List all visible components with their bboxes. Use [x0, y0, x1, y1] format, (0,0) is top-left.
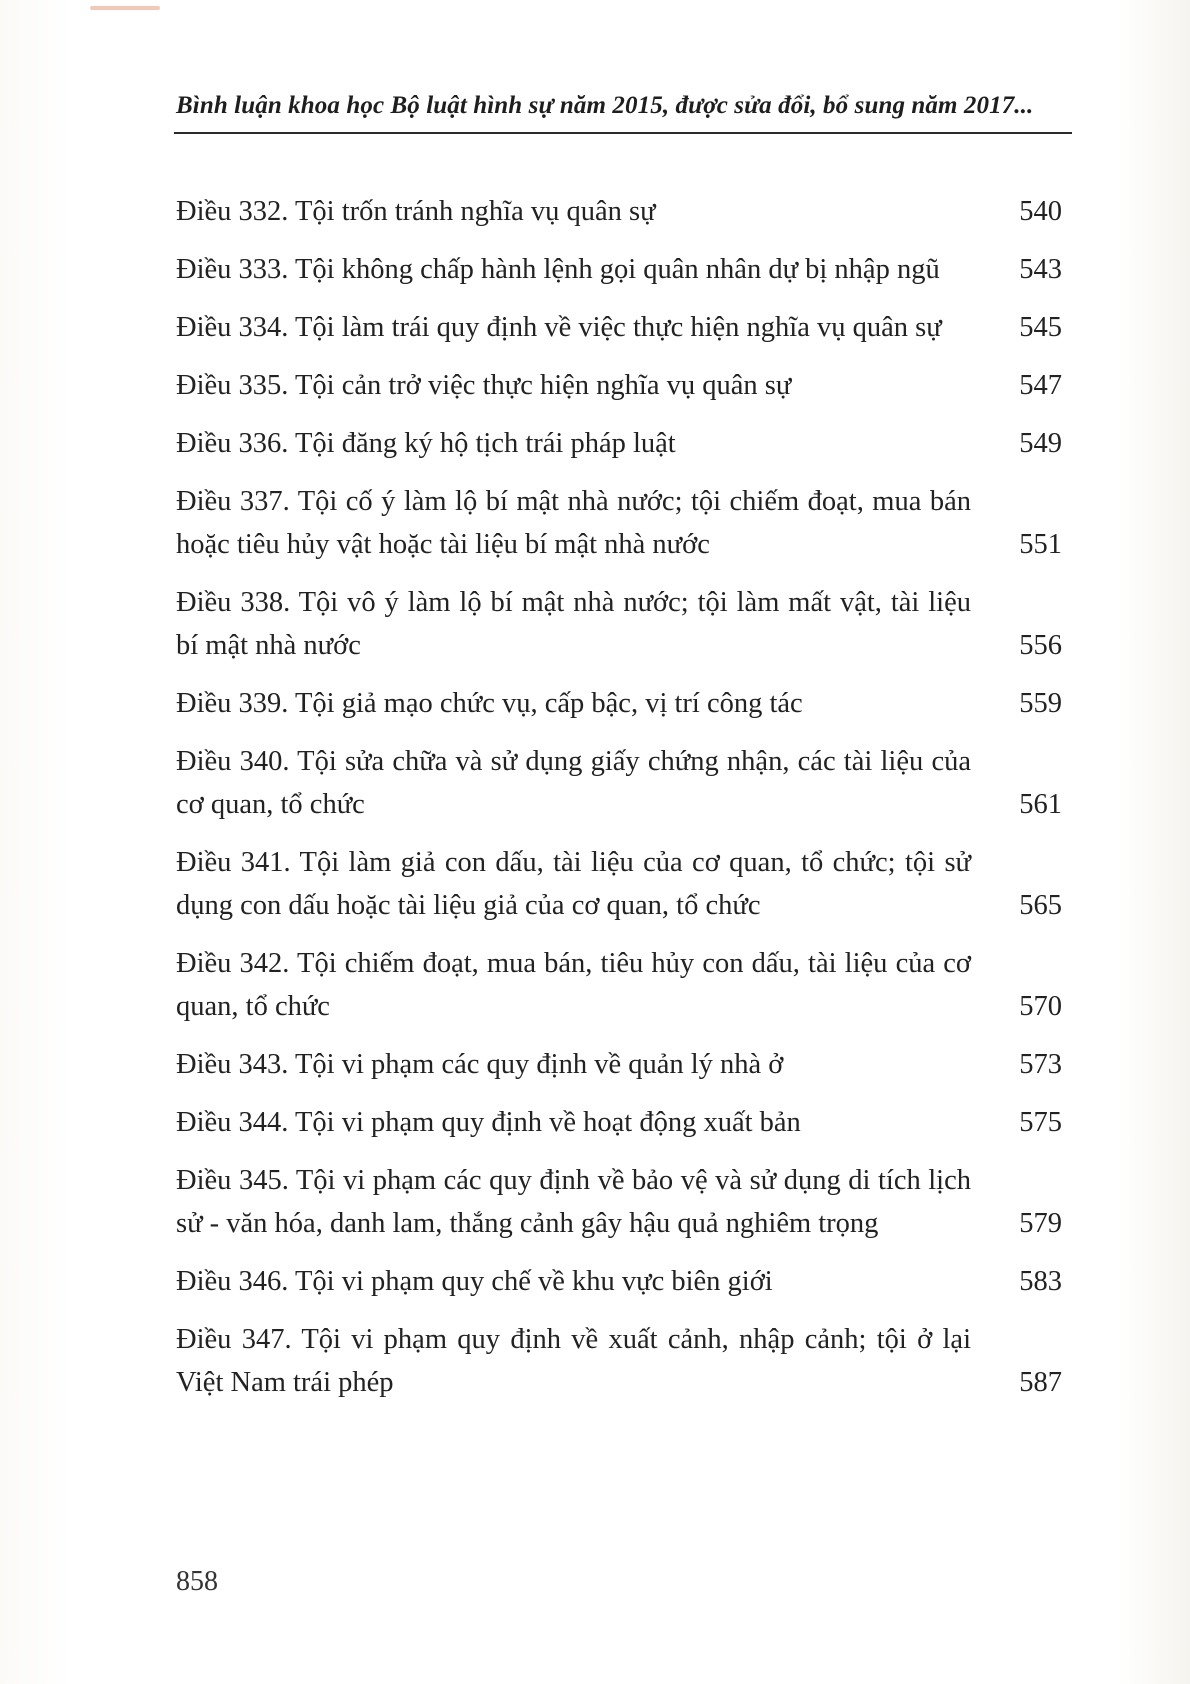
toc-entry-page-number: 540	[1019, 196, 1062, 227]
toc-entry-page-number: 545	[1019, 312, 1062, 343]
running-header: Bình luận khoa học Bộ luật hình sự năm 2015, được sửa đổi, bổ sung năm 2017...	[176, 92, 1034, 119]
page-number: 858	[176, 1566, 218, 1597]
toc-entry-page-number: 556	[1019, 630, 1062, 661]
toc-entry-page-number: 547	[1019, 370, 1062, 401]
toc-entry	[176, 841, 1068, 927]
toc-entry-page-number: 561	[1019, 789, 1062, 820]
toc-entry-title: Điều 345. Tội vi phạm các quy định về bảo vệ và sử dụng di tích lịch sử - văn hóa, danh lam, thắng cảnh gây hậu quả nghiêm trọng	[176, 1165, 971, 1239]
toc-entry-title: Điều 346. Tội vi phạm quy chế về khu vực biên giới	[176, 1266, 773, 1297]
toc-entry	[176, 942, 1068, 1028]
toc-entry-title: Điều 342. Tội chiếm đoạt, mua bán, tiêu hủy con dấu, tài liệu của cơ quan, tổ chức	[176, 948, 971, 1022]
toc-entry-title: Điều 332. Tội trốn tránh nghĩa vụ quân sự	[176, 196, 656, 227]
toc-entry-page-number: 551	[1019, 529, 1062, 560]
toc-entry-title: Điều 333. Tội không chấp hành lệnh gọi quân nhân dự bị nhập ngũ	[176, 254, 940, 285]
toc-entry-title: Điều 340. Tội sửa chữa và sử dụng giấy chứng nhận, các tài liệu của cơ quan, tổ chức	[176, 746, 971, 820]
toc-entry	[176, 1101, 1068, 1144]
toc-entry	[176, 248, 1068, 291]
toc-entry-page-number: 587	[1019, 1367, 1062, 1398]
toc-entry	[176, 1043, 1068, 1086]
toc-entry	[176, 740, 1068, 826]
toc-entry	[176, 1318, 1068, 1404]
toc-entry-title: Điều 334. Tội làm trái quy định về việc thực hiện nghĩa vụ quân sự	[176, 312, 942, 343]
toc-entry	[176, 1260, 1068, 1303]
table-of-contents	[176, 190, 1068, 1419]
toc-entry-title: Điều 336. Tội đăng ký hộ tịch trái pháp luật	[176, 428, 676, 459]
toc-entry-title: Điều 347. Tội vi phạm quy định về xuất cảnh, nhập cảnh; tội ở lại Việt Nam trái phép	[176, 1324, 971, 1398]
toc-entry	[176, 581, 1068, 667]
toc-entry-page-number: 565	[1019, 890, 1062, 921]
toc-entry-page-number: 583	[1019, 1266, 1062, 1297]
toc-entry	[176, 682, 1068, 725]
toc-entry-page-number: 575	[1019, 1107, 1062, 1138]
toc-entry-page-number: 549	[1019, 428, 1062, 459]
toc-entry	[176, 364, 1068, 407]
toc-entry-page-number: 579	[1019, 1208, 1062, 1239]
toc-entry-title: Điều 338. Tội vô ý làm lộ bí mật nhà nước; tội làm mất vật, tài liệu bí mật nhà nước	[176, 587, 971, 661]
toc-entry-title: Điều 341. Tội làm giả con dấu, tài liệu của cơ quan, tổ chức; tội sử dụng con dấu hoặc tài liệu giả của cơ quan, tổ chức	[176, 847, 971, 921]
toc-entry	[176, 480, 1068, 566]
toc-entry	[176, 190, 1068, 233]
toc-entry-title: Điều 337. Tội cố ý làm lộ bí mật nhà nước; tội chiếm đoạt, mua bán hoặc tiêu hủy vật hoặc tài liệu bí mật nhà nước	[176, 486, 971, 560]
toc-entry-title: Điều 339. Tội giả mạo chức vụ, cấp bậc, vị trí công tác	[176, 688, 803, 719]
toc-entry-title: Điều 343. Tội vi phạm các quy định về quản lý nhà ở	[176, 1049, 784, 1080]
toc-entry	[176, 306, 1068, 349]
toc-entry	[176, 1159, 1068, 1245]
toc-entry-page-number: 573	[1019, 1049, 1062, 1080]
toc-entry-page-number: 559	[1019, 688, 1062, 719]
toc-entry	[176, 422, 1068, 465]
toc-entry-page-number: 570	[1019, 991, 1062, 1022]
header-rule	[174, 132, 1072, 134]
toc-entry-title: Điều 344. Tội vi phạm quy định về hoạt động xuất bản	[176, 1107, 801, 1138]
toc-entry-title: Điều 335. Tội cản trở việc thực hiện nghĩa vụ quân sự	[176, 370, 792, 401]
toc-entry-page-number: 543	[1019, 254, 1062, 285]
page-edge-mark	[90, 6, 160, 10]
